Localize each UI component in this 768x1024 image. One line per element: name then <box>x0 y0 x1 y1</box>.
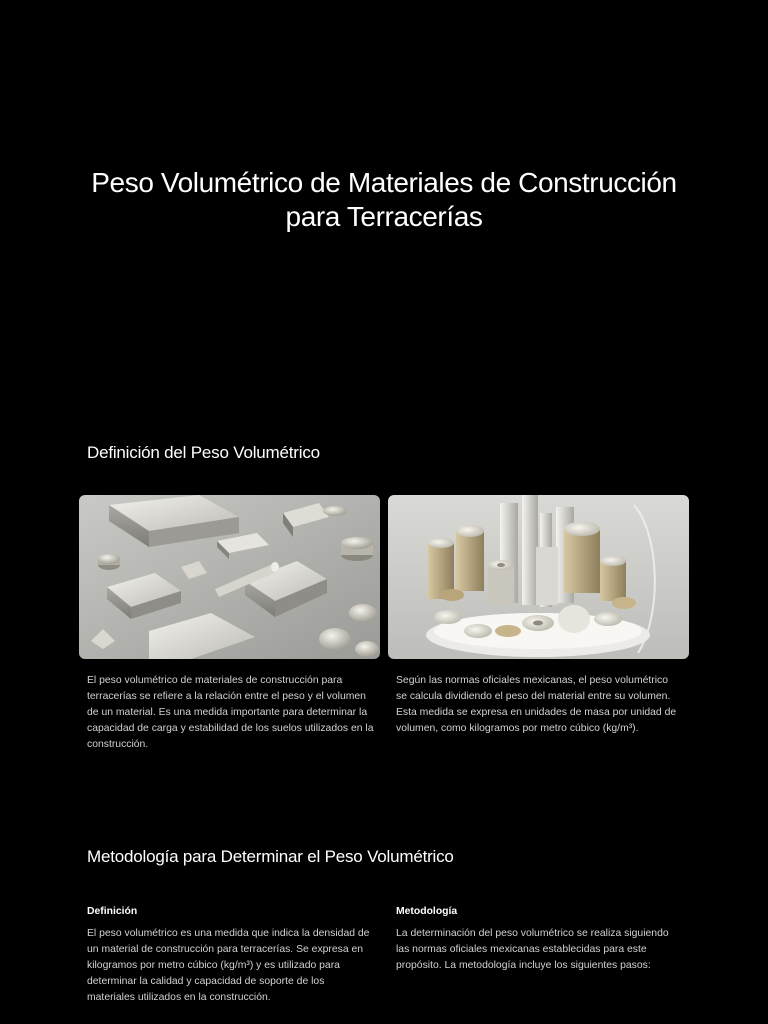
definition-paragraph-2: Según las normas oficiales mexicanas, el peso volumétrico se calcula dividiendo el peso del material entre su volumen. Esta medida se expresa en unidades de masa por unidad de volumen, como kilogramos por metro cúbico (kg/m³). <box>396 675 677 734</box>
definition-paragraph-1: El peso volumétrico de materiales de construcción para terracerías se refiere a la relación entre el peso y el volumen de un material. Es una medida importante para determinar la capacidad de carga y estabilidad de los suelos utilizados en la construcción. <box>87 675 374 750</box>
column-text-methodology: La determinación del peso volumétrico se realiza siguiendo las normas oficiales mexicanas establecidas para este propósito. La metodología incluye los siguientes pasos: <box>396 928 669 971</box>
section-title-methodology: Metodología para Determinar el Peso Volumétrico <box>87 847 454 866</box>
metal-blocks-image <box>79 495 380 659</box>
coin-city-image <box>388 495 689 659</box>
page-title: Peso Volumétrico de Materiales de Construcción para Terracerías <box>91 167 677 232</box>
column-heading-methodology: Metodología <box>396 906 458 917</box>
section-title-definition: Definición del Peso Volumétrico <box>87 443 320 462</box>
column-heading-definition: Definición <box>87 906 138 917</box>
column-text-definition: El peso volumétrico es una medida que indica la densidad de un material de construcción para terracerías. Se expresa en kilogramos por metro cúbico (kg/m³) y es utilizado para determinar la calidad y capacidad de soporte de los materiales utilizados en la construcción. <box>87 928 370 1003</box>
